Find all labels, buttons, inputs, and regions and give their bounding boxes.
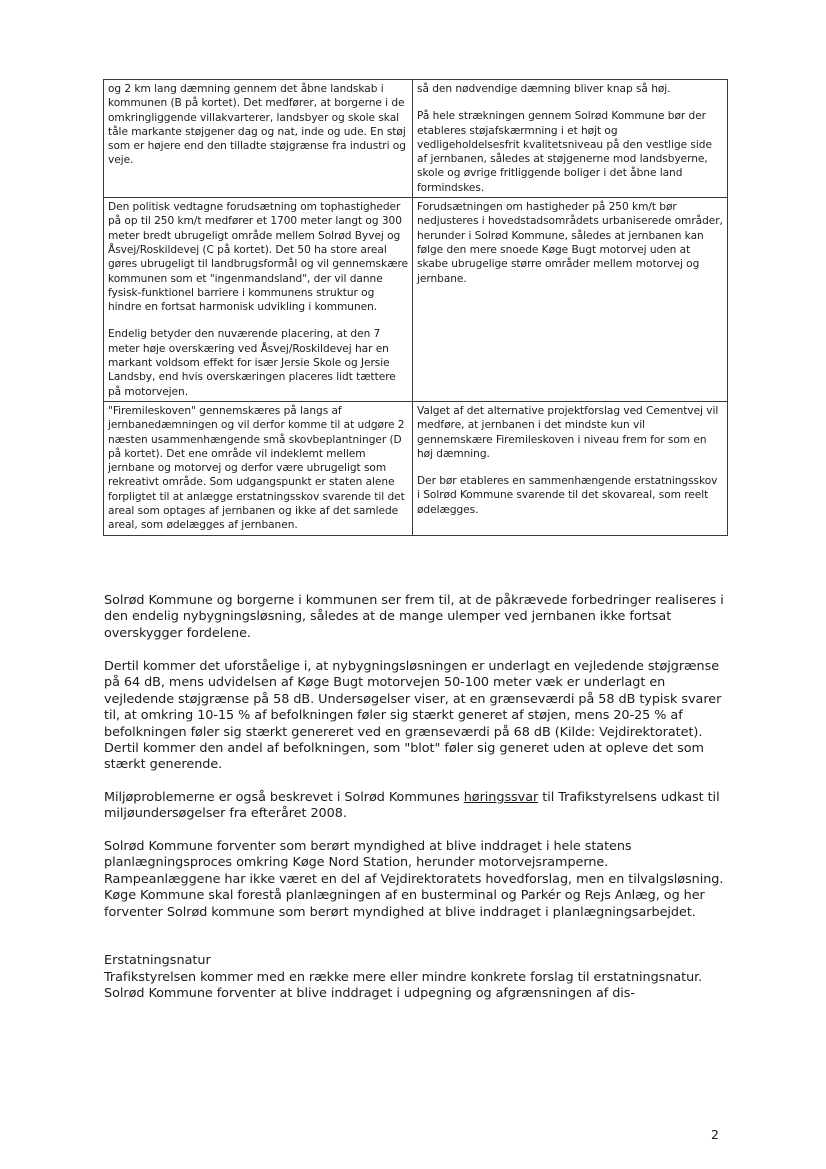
paragraph-environment: [104, 790, 724, 823]
table-cell-problem: [104, 198, 413, 402]
paragraph-replacement-nature: Trafikstyrelsen kommer med en række mere eller mindre konkrete forslag til erstatningsnatur. Solrød Kommune forventer at blive inddraget i udpegning og afgrænsningen af dis-: [104, 970, 703, 1002]
table-row: [104, 198, 728, 402]
table-row: [104, 401, 728, 535]
table-row: [104, 80, 728, 198]
cell-text: Endelig betyder den nuværende placering, at den 7 meter høje overskæring ved Åsvej/Roskildevej har en markant voldsom effekt for især Jersie Skole og Jersie Landsby, end hvis overskæringen placeres lidt tættere på motorvejen.: [108, 328, 396, 398]
paragraph-text: til Trafikstyrelsens udkast til miljøundersøgelser fra efteråret 2008.: [104, 790, 720, 822]
paragraph-expectations: Solrød Kommune og borgerne i kommunen ser frem til, at de påkrævede forbedringer realiseres i den endelig nybygningsløsning, således at de mange ulemper ved jernbanen ikke fortsat overskygger fordelene.: [104, 593, 724, 641]
cell-text: Valget af det alternative projektforslag ved Cementvej vil medføre, at jernbanen i det mindste kun vil gennemskære Firemileskoven i niveau frem for som en høj dæmning.: [417, 404, 719, 460]
cell-text: På hele strækningen gennem Solrød Kommune bør der etableres støjafskærmning i et højt og vedligeholdelsesfrit kvalitetsniveau på den vestlige side af jernbanen, således at støjgenerne mod landsbyerne, skole og øvrige fritliggende boliger i det åbne land formindskes.: [417, 110, 712, 194]
paragraph-noise-limits: Dertil kommer det uforståelige i, at nybygningsløsningen er underlagt en vejledende støjgrænse på 64 dB, mens udvidelsen af Køge Bugt motorvejen 50-100 meter væk er underlagt en vejledende støjgrænse på 58 dB. Undersøgelser viser, at en grænseværdi på 58 dB typisk svarer til, at omkring 10-15 % af befolkningen føler sig stærkt generet af støjen, mens 20-25 % af befolkningen føler sig stærkt genereret ved en grænseværdi på 68 dB (Kilde: Vejdirektoratet). Dertil kommer den andel af befolkningen, som "blot" føler sig generet uden at opleve det som stærkt generende.: [104, 659, 722, 773]
table-cell-problem: [104, 80, 413, 198]
paragraph-planning: Solrød Kommune forventer som berørt myndighed at blive inddraget i hele statens planlægningsproces omkring Køge Nord Station, herunder motorvejsramperne. Rampeanlæggene har ikke været en del af Vejdirektoratets hovedforslag, men en tilvalgsløsning. Køge Kommune skal forestå planlægningen af en busterminal og Parkér og Rejs Anlæg, og her forventer Solrød kommune som berørt myndighed at blive inddraget i planlægningsarbejdet.: [104, 839, 724, 920]
page-number: 2: [711, 1127, 719, 1142]
cell-text: og 2 km lang dæmning gennem det åbne landskab i kommunen (B på kortet). Det medfører, at borgerne i de omkringliggende villakvarterer, landsbyer og skole skal tåle markante støjgener dag og nat, inde og ude. En støj som er højere end den tilladte støjgrænse fra industri og veje.: [108, 83, 406, 167]
table-cell-proposal: [413, 401, 728, 535]
cell-text: Der bør etableres en sammenhængende erstatningsskov i Solrød Kommune svarende til det skovareal, som reelt ødelægges.: [417, 475, 718, 516]
comments-table: [103, 79, 728, 536]
table-cell-proposal: [413, 198, 728, 402]
cell-text: Forudsætningen om hastigheder på 250 km/t bør nedjusteres i hovedstadsområdets urbaniserede områder, herunder i Solrød Kommune, således at jernbanen kan følge den mere snoede Køge Bugt motorvej uden at skabe ubrugelige større områder mellem motorvej og jernbane.: [417, 201, 723, 285]
table-cell-problem: [104, 401, 413, 535]
paragraph-text: Miljøproblemerne er også beskrevet i Solrød Kommunes: [104, 790, 464, 805]
cell-text: "Firemileskoven" gennemskæres på langs af jernbanedæmningen og vil derfor komme til at udgøre 2 næsten usammenhængende små skovbeplantninger (D på kortet). Det ene område vil indeklemt mellem jernbane og motorvej og derfor være ubrugeligt som rekreativt område. Som udgangspunkt er staten alene forpligtet til at anlægge erstatningsskov svarende til det areal som optages af jernbanen og ikke af det samlede areal, som ødelægges af jernbanen.: [108, 404, 405, 532]
section-heading: Erstatningsnatur: [104, 953, 211, 968]
cell-text: så den nødvendige dæmning bliver knap så høj.: [417, 83, 671, 95]
cell-text: Den politisk vedtagne forudsætning om tophastigheder på op til 250 km/t medfører et 1700 meter langt og 300 meter bredt ubrugeligt område mellem Solrød Byvej og Åsvej/Roskildevej (C på kortet). Det 50 ha store areal gøres ubrugeligt til landbrugsformål og vil gennemskære kommunen som et "ingenmandsland", der vil danne fysisk-funktionel barriere i kommunens struktur og hindre en fortsat harmonisk udvikling i kommunen.: [108, 201, 408, 314]
hearing-response-link[interactable]: høringssvar: [463, 790, 539, 805]
table-cell-proposal: [413, 80, 728, 198]
